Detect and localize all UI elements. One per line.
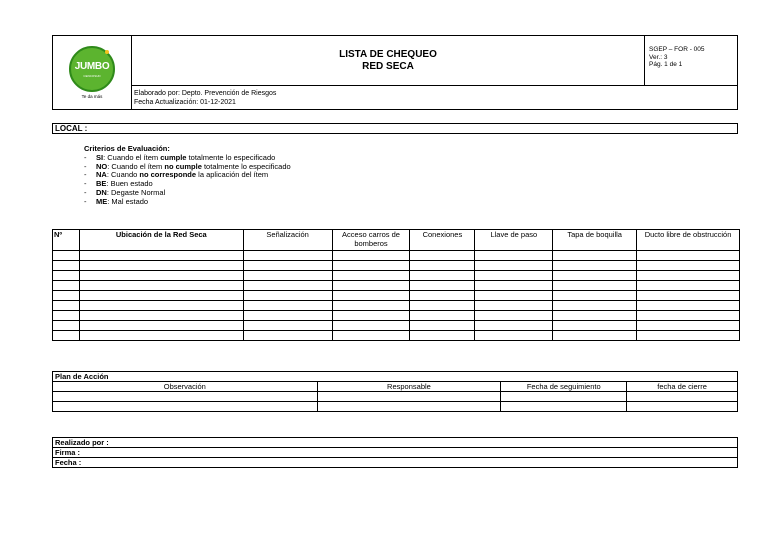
- table-row: [53, 311, 740, 321]
- table-cell[interactable]: [637, 331, 740, 341]
- criteria-item: - NA: Cuando no corresponde la aplicación del ítem: [84, 171, 291, 180]
- table-cell[interactable]: [243, 291, 332, 301]
- table-cell[interactable]: [332, 261, 410, 271]
- action-plan-table: [52, 371, 738, 412]
- table-header-row: [53, 230, 740, 251]
- table-cell[interactable]: [475, 331, 553, 341]
- table-cell[interactable]: [475, 271, 553, 281]
- fecha-label: Fecha :: [55, 458, 82, 467]
- table-cell[interactable]: [637, 301, 740, 311]
- table-cell[interactable]: [553, 301, 637, 311]
- fecha-actualizacion: Fecha Actualización: 01-12-2021: [134, 98, 236, 106]
- table-cell[interactable]: [475, 261, 553, 271]
- col-llave-paso: Llave de paso: [475, 230, 553, 251]
- plan-col-fecha-cierre: fecha de cierre: [627, 382, 738, 392]
- plan-cell[interactable]: [53, 402, 318, 412]
- checklist-table: [52, 229, 740, 341]
- col-acceso: Acceso carros de bomberos: [332, 230, 410, 251]
- table-row: [53, 251, 740, 261]
- local-field[interactable]: [52, 123, 738, 134]
- table-cell[interactable]: [637, 271, 740, 281]
- table-cell[interactable]: [243, 321, 332, 331]
- col-conexiones: Conexiones: [410, 230, 475, 251]
- table-cell[interactable]: [53, 321, 80, 331]
- title-line-2: RED SECA: [362, 60, 414, 72]
- table-cell[interactable]: [637, 321, 740, 331]
- realizado-por-label: Realizado por :: [55, 438, 109, 447]
- table-cell[interactable]: [410, 291, 475, 301]
- plan-col-observacion: Observación: [53, 382, 318, 392]
- plan-col-fecha-seguimiento: Fecha de seguimiento: [501, 382, 627, 392]
- table-cell[interactable]: [553, 321, 637, 331]
- criteria-list: [84, 154, 291, 207]
- fecha-field[interactable]: [53, 458, 738, 468]
- table-cell[interactable]: [332, 281, 410, 291]
- plan-cell[interactable]: [317, 392, 501, 402]
- table-cell[interactable]: [637, 281, 740, 291]
- plan-cell[interactable]: [501, 402, 627, 412]
- table-cell[interactable]: [79, 301, 243, 311]
- elaborado-por: Elaborado por: Depto. Prevención de Riesgos: [134, 89, 277, 97]
- criteria-item: - ME: Mal estado: [84, 198, 291, 207]
- checklist-body: [53, 251, 740, 341]
- table-cell[interactable]: [475, 251, 553, 261]
- table-cell[interactable]: [410, 281, 475, 291]
- table-cell[interactable]: [332, 311, 410, 321]
- local-label: LOCAL :: [55, 124, 88, 133]
- logo-dot-icon: [105, 50, 109, 54]
- plan-header-row: [53, 382, 738, 392]
- realizado-por-field[interactable]: [53, 438, 738, 448]
- table-cell[interactable]: [410, 331, 475, 341]
- plan-cell[interactable]: [501, 392, 627, 402]
- table-cell[interactable]: [410, 311, 475, 321]
- plan-col-responsable: Responsable: [317, 382, 501, 392]
- table-cell[interactable]: [79, 261, 243, 271]
- table-cell[interactable]: [243, 301, 332, 311]
- table-cell[interactable]: [332, 301, 410, 311]
- table-cell[interactable]: [332, 331, 410, 341]
- table-cell[interactable]: [243, 311, 332, 321]
- table-row: [53, 281, 740, 291]
- table-cell[interactable]: [410, 261, 475, 271]
- table-cell[interactable]: [637, 311, 740, 321]
- table-row: [53, 301, 740, 311]
- plan-cell[interactable]: [627, 392, 738, 402]
- document-code: [645, 36, 738, 86]
- table-row: [53, 271, 740, 281]
- firma-label: Firma :: [55, 448, 81, 457]
- signature-table: [52, 437, 738, 468]
- document-title: [132, 36, 645, 86]
- table-cell[interactable]: [553, 331, 637, 341]
- col-ubicacion: Ubicación de la Red Seca: [79, 230, 243, 251]
- table-cell[interactable]: [79, 281, 243, 291]
- table-cell[interactable]: [553, 281, 637, 291]
- table-cell[interactable]: [637, 251, 740, 261]
- plan-cell[interactable]: [53, 392, 318, 402]
- table-cell[interactable]: [53, 331, 80, 341]
- table-cell[interactable]: [475, 291, 553, 301]
- logo-cell: [53, 36, 132, 110]
- plan-row: [53, 402, 738, 412]
- table-cell[interactable]: [243, 331, 332, 341]
- plan-row: [53, 392, 738, 402]
- table-cell[interactable]: [79, 321, 243, 331]
- evaluation-criteria: [84, 145, 291, 207]
- table-cell[interactable]: [410, 251, 475, 261]
- col-tapa-boquilla: Tapa de boquilla: [553, 230, 637, 251]
- table-cell[interactable]: [410, 271, 475, 281]
- plan-cell[interactable]: [627, 402, 738, 412]
- criteria-heading: Criterios de Evaluación:: [84, 144, 170, 153]
- table-cell[interactable]: [79, 251, 243, 261]
- title-line-1: LISTA DE CHEQUEO: [339, 48, 437, 60]
- table-cell[interactable]: [79, 291, 243, 301]
- col-numero: Nº: [53, 230, 80, 251]
- plan-title: Plan de Acción: [53, 372, 738, 382]
- table-cell[interactable]: [79, 271, 243, 281]
- table-cell[interactable]: [637, 261, 740, 271]
- table-cell[interactable]: [79, 311, 243, 321]
- table-cell[interactable]: [53, 301, 80, 311]
- table-row: [53, 321, 740, 331]
- table-cell[interactable]: [53, 291, 80, 301]
- table-row: [53, 291, 740, 301]
- table-cell[interactable]: [410, 321, 475, 331]
- table-cell[interactable]: [53, 281, 80, 291]
- col-senalizacion: Señalización: [243, 230, 332, 251]
- table-cell[interactable]: [475, 281, 553, 291]
- criteria-item: - NO: Cuando el ítem no cumple totalmente lo especificado: [84, 163, 291, 172]
- plan-cell[interactable]: [317, 402, 501, 412]
- table-cell[interactable]: [53, 311, 80, 321]
- table-cell[interactable]: [53, 261, 80, 271]
- table-cell[interactable]: [475, 311, 553, 321]
- table-cell[interactable]: [332, 291, 410, 301]
- form-code: SGEP – FOR - 005: [649, 46, 705, 53]
- table-row: [53, 261, 740, 271]
- table-cell[interactable]: [475, 301, 553, 311]
- table-cell[interactable]: [553, 251, 637, 261]
- table-cell[interactable]: [410, 301, 475, 311]
- form-page: Pág. 1 de 1: [649, 61, 683, 68]
- table-cell[interactable]: [243, 281, 332, 291]
- table-cell[interactable]: [53, 251, 80, 261]
- table-cell[interactable]: [332, 251, 410, 261]
- criteria-item: - BE: Buen estado: [84, 180, 291, 189]
- table-cell[interactable]: [553, 261, 637, 271]
- table-cell[interactable]: [79, 331, 243, 341]
- logo-tagline: Te da más: [81, 94, 103, 99]
- table-cell[interactable]: [553, 291, 637, 301]
- plan-body: [53, 392, 738, 412]
- table-cell[interactable]: [243, 251, 332, 261]
- table-cell[interactable]: [475, 321, 553, 331]
- table-cell[interactable]: [53, 271, 80, 281]
- table-row: [53, 331, 740, 341]
- elaboration-info: [132, 86, 738, 110]
- firma-field[interactable]: [53, 448, 738, 458]
- table-cell[interactable]: [243, 271, 332, 281]
- table-cell[interactable]: [332, 321, 410, 331]
- table-cell[interactable]: [243, 261, 332, 271]
- jumbo-logo: [69, 46, 115, 92]
- form-version: Ver.: 3: [649, 53, 668, 61]
- table-cell[interactable]: [332, 271, 410, 281]
- table-cell[interactable]: [637, 291, 740, 301]
- logo-text: JUMBO: [74, 61, 110, 72]
- document-header: [52, 35, 738, 110]
- criteria-item: - SI: Cuando el ítem cumple totalmente lo especificado: [84, 154, 291, 163]
- col-ducto: Ducto libre de obstrucción: [637, 230, 740, 251]
- table-cell[interactable]: [553, 311, 637, 321]
- table-cell[interactable]: [553, 271, 637, 281]
- criteria-item: - DN: Degaste Normal: [84, 189, 291, 198]
- logo-subtext: CENCOSUD: [83, 74, 101, 78]
